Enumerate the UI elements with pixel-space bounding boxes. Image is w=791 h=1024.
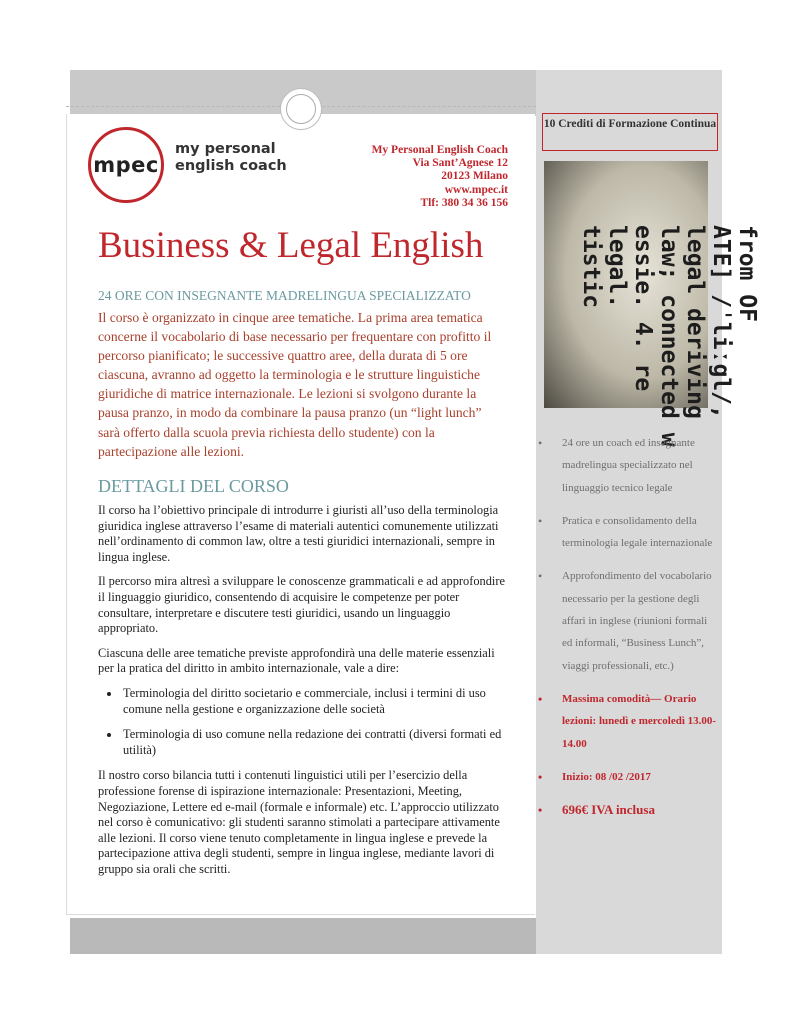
- contact-website-link[interactable]: www.mpec.it: [444, 183, 508, 196]
- details-paragraph-3: Ciascuna delle aree tematiche previste approfondirà una delle materie essenziali per la pratica del diritto in ambito internazionale, vale a dire:: [98, 645, 495, 676]
- photo-word: legal.: [604, 225, 630, 309]
- details-paragraph-1: Il corso ha l’obiettivo principale di introdurre i giuristi all’uso della terminologia giuridica inglese attraverso l’esame di materiali autentici comunemente utilizzati nell’ordinamento di common law, oltre a testi giuridici internazionali, sempre in lingua inglese.: [98, 503, 499, 564]
- intro-paragraph: Il corso è organizzato in cinque aree tematiche. La prima area tematica concerne il vocabolario di base necessario per frequentare con profitto il percorso pianificato; le successive quattro aree, della durata di 5 ore ciascuna, avranno ad oggetto la terminologia e le strutture linguistiche giuridiche di matrice internazionale. Le lezioni si svolgono durante la pausa pranzo, in modo da combinare la pausa pranzo (un “light lunch” sarà offerto dalla scuola previa richiesta dello studente) con la partecipazione alle lezioni.: [98, 310, 492, 459]
- photo-word: law; connected w: [656, 225, 682, 447]
- contact-phone: Tlf: 380 34 36 156: [420, 196, 508, 209]
- bottom-banner: [70, 918, 536, 954]
- price-item: • 696€ IVA inclusa: [540, 799, 720, 821]
- sidebar-highlights: [540, 432, 720, 832]
- list-item: • 24 ore un coach ed insegnante madrelingua specializzato nel linguaggio tecnico legale: [540, 432, 720, 499]
- logo-line-1: my personal: [175, 141, 276, 157]
- ring-ornament-icon: [280, 88, 322, 130]
- photo-word: tistic: [578, 225, 604, 309]
- logo-mark: [88, 127, 164, 203]
- details-paragraph-4: Il nostro corso bilancia tutti i contenuti linguistici utili per l’esercizio della professione forense di ispirazione internazionale: Presentazioni, Meeting, Negoziazione, Lettere ed e-mail (formale e informale) etc. L’approccio utilizzato nel corso è comunicativo: gli studenti saranno stimolati a partecipare attivamente alle lezioni. Il corso viene tenuto completamente in lingua inglese e prevede la partecipazione attiva degli studenti, sempre in lingua inglese, mediante lavori di gruppo sia orali che scritti.: [98, 768, 500, 876]
- dictionary-photo: [544, 161, 760, 447]
- schedule-item: • Massima comodità— Orario lezioni: lunedì e mercoledì 13.00-14.00: [540, 688, 720, 755]
- contact-block: [372, 144, 508, 210]
- section-title: DETTAGLI DEL CORSO: [98, 476, 289, 496]
- start-date-item: • Inizio: 08 /02 /2017: [540, 766, 720, 788]
- logo-wordmark: [175, 141, 287, 175]
- page-title: Business & Legal English: [98, 225, 484, 266]
- photo-word: legal deriving: [682, 225, 708, 419]
- subtitle: 24 ORE CON INSEGNANTE MADRELINGUA SPECIALIZZATO: [98, 288, 471, 303]
- contact-address: Via Sant’Agnese 12: [412, 157, 508, 170]
- logo-line-2: english coach: [175, 158, 287, 174]
- list-item: • Pratica e consolidamento della terminologia legale internazionale: [540, 510, 720, 555]
- contact-city: 20123 Milano: [441, 170, 508, 183]
- credits-badge: 10 Crediti di Formazione Continua: [542, 113, 718, 151]
- logo-abbrev: mpec: [93, 153, 159, 177]
- photo-word: essie. 4. re: [630, 225, 656, 392]
- details-paragraph-2: Il percorso mira altresì a sviluppare le conoscenze grammaticali e ad approfondire il linguaggio giuridico, consentendo di acquisire le competenze per poter consultare, interpretare e discutere testi giuridici, usando un linguaggio appropriato.: [98, 574, 505, 636]
- course-details: [98, 503, 508, 886]
- photo-word: from OF: [734, 225, 760, 322]
- photo-word: ATE] /ˈliːgl/,: [708, 225, 734, 419]
- list-item: • Terminologia del diritto societario e commerciale, inclusi i termini di uso comune nella gestione e organizzazione delle società: [121, 686, 508, 717]
- topics-list: [98, 686, 508, 758]
- list-item: • Terminologia di uso comune nella redazione dei contratti (diversi formati ed utilità): [121, 727, 508, 758]
- list-item: • Approfondimento del vocabolario necessario per la gestione degli affari in inglese (riunioni formali ed informali, “Business Lunch”, viaggi professionali, etc.): [540, 565, 720, 676]
- contact-name: My Personal English Coach: [371, 144, 508, 156]
